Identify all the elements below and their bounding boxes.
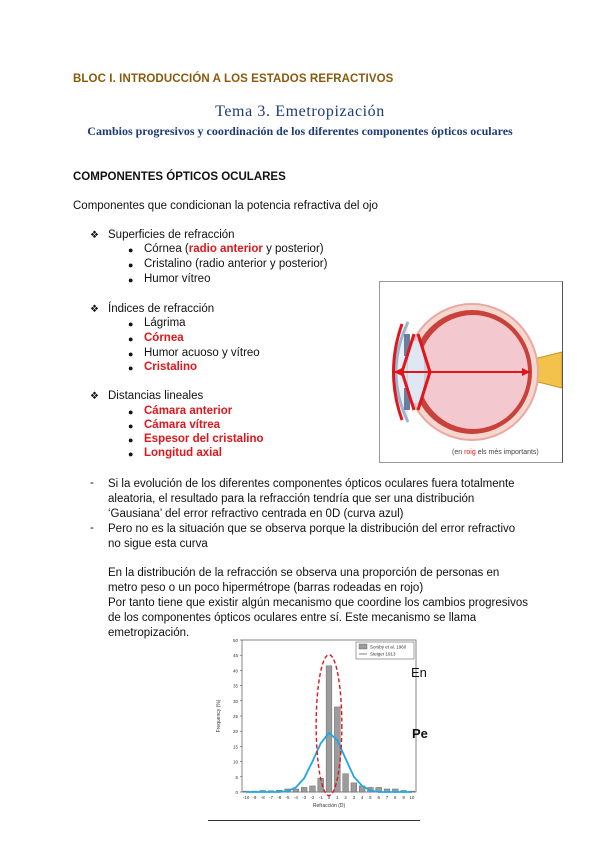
x-tick-label: 1 bbox=[336, 795, 339, 800]
x-tick-label: 10 bbox=[409, 795, 415, 800]
section-title: COMPONENTES ÓPTICOS OCULARES bbox=[73, 171, 286, 183]
bar bbox=[326, 666, 332, 792]
x-tick-label: -1 bbox=[318, 795, 323, 800]
dash-bullet: - bbox=[90, 522, 94, 534]
x-tick-label: -2 bbox=[310, 795, 315, 800]
x-tick-label: -5 bbox=[285, 795, 290, 800]
figure-caption: (en roig els més importants) bbox=[452, 449, 539, 456]
intro-text: Componentes que condicionan la potencia refractiva del ojo bbox=[73, 200, 378, 212]
bloc-title: BLOC I. INTRODUCCIÓN A LOS ESTADOS REFRACTIVOS bbox=[73, 73, 394, 85]
list-item: Longitud axial bbox=[144, 447, 222, 459]
dash-bullet: - bbox=[90, 477, 94, 489]
x-tick-label: -9 bbox=[252, 795, 257, 800]
y-tick-label: 50 bbox=[232, 638, 238, 643]
list-item: Cristalino bbox=[144, 361, 198, 373]
paragraph-2: Pero no es la situación que se observa porque la distribución del error refractivo no sigue esta curva bbox=[108, 523, 516, 550]
bullet-icon: ● bbox=[128, 407, 134, 417]
bar bbox=[310, 786, 316, 792]
list-item: Córnea bbox=[144, 332, 184, 344]
bullet-icon: ● bbox=[128, 449, 134, 459]
eye-illustration bbox=[380, 282, 562, 462]
bullet-icon: ● bbox=[128, 363, 134, 373]
x-tick-label: 7 bbox=[385, 795, 389, 800]
bar bbox=[343, 774, 349, 792]
list-item-humor: Humor vítreo bbox=[144, 273, 211, 285]
tema-title: Tema 3. Emetropización bbox=[215, 103, 385, 120]
group-indices-label: Índices de refracción bbox=[108, 303, 215, 315]
legend-label: Sorsby et al. 1960 bbox=[370, 644, 407, 650]
side-text-b: Pe bbox=[412, 726, 428, 741]
y-tick-label: 25 bbox=[232, 714, 238, 719]
bullet-icon: ● bbox=[128, 319, 134, 329]
x-tick-label: -7 bbox=[268, 795, 274, 800]
diamond-bullet-icon: ❖ bbox=[90, 230, 99, 241]
group-distancias-label: Distancias lineales bbox=[108, 390, 204, 402]
y-tick-label: 40 bbox=[232, 668, 238, 674]
refraction-chart bbox=[210, 632, 425, 812]
side-text-a: En bbox=[411, 665, 427, 680]
list-item: Espesor del cristalino bbox=[144, 433, 264, 445]
list-item: Humor acuoso y vítreo bbox=[144, 347, 260, 359]
x-tick-label: -4 bbox=[293, 795, 298, 800]
x-tick-label: 8 bbox=[394, 795, 397, 800]
divider-line bbox=[208, 820, 420, 821]
bullet-icon: ● bbox=[128, 245, 134, 255]
x-tick-label: -8 bbox=[260, 795, 265, 800]
y-tick-label: 5 bbox=[235, 774, 238, 780]
x-axis-label: Refracción (D) bbox=[312, 803, 346, 809]
y-tick-label: 10 bbox=[232, 759, 238, 765]
paragraph-3: En la distribución de la refracción se observa una proporción de personas en metro peso o un poco hipermétrope (barras rodeadas en rojo) bbox=[108, 567, 500, 594]
x-tick-label: 4 bbox=[360, 795, 364, 800]
diamond-bullet-icon: ❖ bbox=[90, 391, 99, 402]
y-tick-label: 30 bbox=[232, 698, 238, 704]
y-tick-label: 35 bbox=[232, 683, 238, 689]
legend-swatch-bar bbox=[359, 644, 367, 649]
bar bbox=[351, 783, 357, 792]
bullet-icon: ● bbox=[128, 435, 134, 445]
diamond-bullet-icon: ❖ bbox=[90, 304, 99, 315]
y-tick-label: 0 bbox=[235, 790, 238, 795]
x-tick-label: -10 bbox=[242, 795, 250, 800]
list-item-cristalino: Cristalino (radio anterior y posterior) bbox=[144, 258, 328, 270]
paragraph-1: Si la evolución de los diferentes componentes ópticos oculares fuera totalmente aleatoria, el resultado para la refracción tendría que ser una distribución ‘Gausiana’ del error refractivo centrada en 0D (curva azul) bbox=[108, 478, 515, 520]
y-tick-label: 45 bbox=[232, 653, 238, 659]
y-axis-label: Frequency (%) bbox=[216, 699, 222, 733]
x-tick-label: 3 bbox=[352, 795, 356, 800]
bullet-icon: ● bbox=[128, 349, 134, 359]
x-tick-label: -3 bbox=[302, 795, 307, 800]
chart-svg bbox=[210, 632, 425, 812]
y-tick-label: 20 bbox=[232, 729, 238, 735]
list-item: Cámara anterior bbox=[144, 405, 233, 417]
x-tick-label: 2 bbox=[344, 795, 347, 800]
bar bbox=[301, 787, 307, 792]
y-tick-label: 15 bbox=[232, 744, 238, 750]
group-superficies-label: Superficies de refracción bbox=[108, 229, 235, 241]
bullet-icon: ● bbox=[128, 421, 134, 431]
list-item: Cámara vítrea bbox=[144, 419, 221, 431]
x-tick-label: 6 bbox=[377, 795, 380, 800]
paragraph-4: Por tanto tiene que existir algún mecanismo que coordine los cambios progresivos de los componentes ópticos oculares entre sí. Este mecanismo se llama emetropización. bbox=[108, 597, 528, 639]
x-tick-label: 9 bbox=[402, 795, 405, 800]
list-item-cornea: Córnea (radio anterior y posterior) bbox=[144, 243, 324, 255]
x-tick-label: 0 bbox=[327, 795, 331, 800]
x-tick-label: -6 bbox=[277, 795, 282, 800]
bar bbox=[293, 789, 299, 792]
bullet-icon: ● bbox=[128, 334, 134, 344]
legend-label: Steiger 1913 bbox=[370, 651, 396, 657]
x-tick-label: 5 bbox=[369, 795, 372, 800]
eye-diagram bbox=[379, 281, 563, 463]
bullet-icon: ● bbox=[128, 275, 134, 285]
list-item: Lágrima bbox=[144, 317, 186, 329]
bullet-icon: ● bbox=[128, 260, 134, 270]
tema-subtitle: Cambios progresivos y coordinación de los diferentes componentes ópticos oculares bbox=[87, 124, 513, 138]
